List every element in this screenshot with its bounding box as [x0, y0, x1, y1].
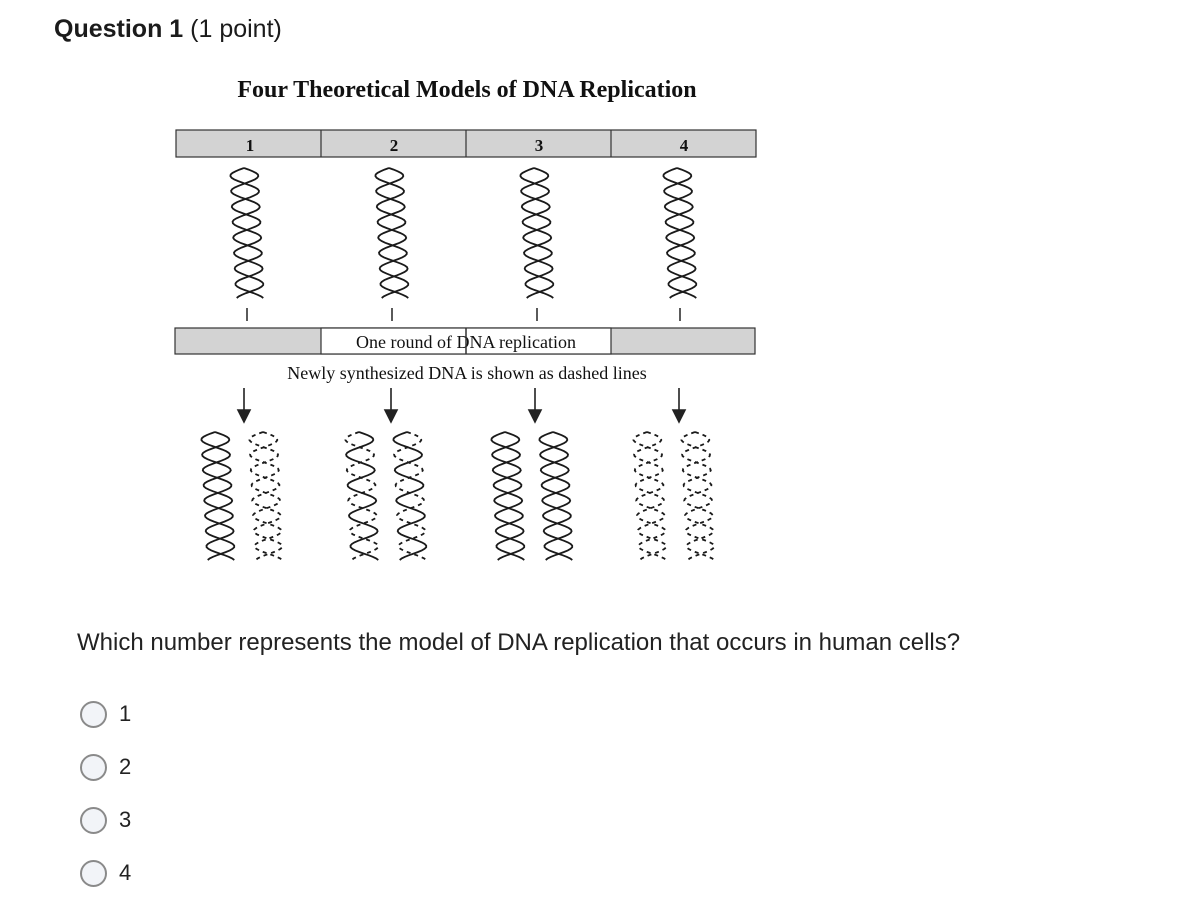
daughter-helix-1b [249, 432, 282, 560]
daughter-helix-3a [491, 432, 524, 560]
daughter-helix-4a [633, 432, 666, 560]
parent-helix-1 [230, 168, 263, 298]
question-points: (1 point) [190, 15, 282, 43]
model-label-2: 2 [389, 136, 399, 155]
parent-helix-4 [663, 168, 696, 298]
parent-helix-2 [375, 168, 408, 298]
question-prompt: Which number represents the model of DNA replication that occurs in human cells? [77, 629, 961, 656]
question-title: Question 1 [54, 15, 184, 43]
option-label-4: 4 [119, 860, 132, 885]
replication-band-label: One round of DNA replication [356, 332, 576, 352]
radio-button-1[interactable] [80, 701, 107, 728]
option-label-3: 3 [119, 807, 132, 832]
option-3[interactable] [80, 803, 240, 837]
parent-helices [230, 168, 696, 298]
daughter-helices [201, 432, 714, 560]
option-1[interactable] [80, 697, 240, 731]
option-label-1: 1 [119, 701, 132, 726]
daughter-helix-2a [345, 432, 378, 560]
model-label-1: 1 [245, 136, 255, 155]
model-label-4: 4 [679, 136, 689, 155]
connector-ticks [247, 308, 680, 321]
option-2[interactable] [80, 750, 240, 784]
arrows [238, 388, 685, 422]
dashed-lines-note: Newly synthesized DNA is shown as dashed lines [287, 363, 647, 383]
daughter-helix-3b [539, 432, 572, 560]
daughter-helix-2b [393, 432, 426, 560]
replication-band [175, 328, 755, 354]
model-label-3: 3 [534, 136, 544, 155]
radio-button-2[interactable] [80, 754, 107, 781]
radio-button-4[interactable] [80, 860, 107, 887]
model-number-band [176, 130, 756, 157]
option-4[interactable] [80, 856, 240, 890]
radio-button-3[interactable] [80, 807, 107, 834]
daughter-helix-4b [681, 432, 714, 560]
parent-helix-3 [520, 168, 553, 298]
figure-title: Four Theoretical Models of DNA Replication [237, 77, 697, 103]
option-label-2: 2 [119, 754, 132, 779]
daughter-helix-1a [201, 432, 234, 560]
